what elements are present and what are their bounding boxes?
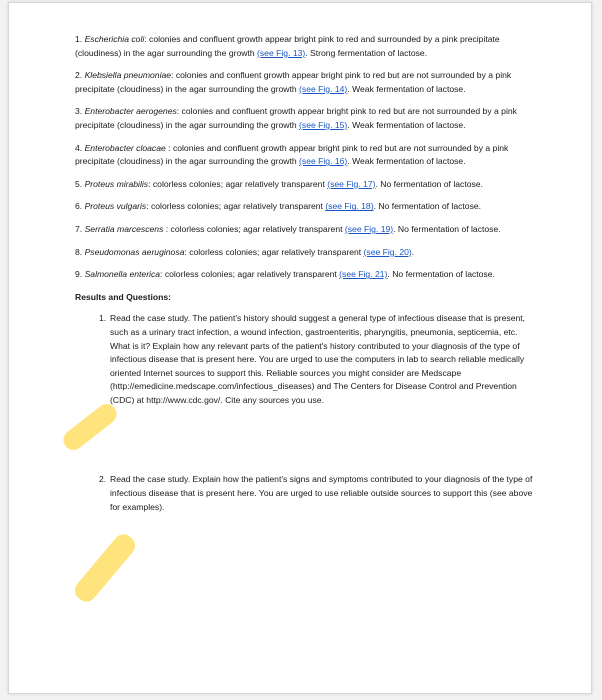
figure-link[interactable]: (see Fig. 21) (339, 269, 388, 280)
species-fermentation: . Weak fermentation of lactose. (347, 119, 466, 130)
question-number: 2. (99, 474, 107, 485)
species-item (75, 200, 535, 214)
species-description: : colorless colonies; agar relatively transparent (160, 269, 340, 280)
species-fermentation: . Weak fermentation of lactose. (347, 83, 466, 94)
species-item (75, 268, 535, 282)
figure-link[interactable]: (see Fig. 17) (327, 178, 376, 189)
species-name: Proteus vulgaris (84, 201, 147, 212)
species-number: 6. (75, 201, 83, 212)
species-description: : colonies and confluent growth appear bright pink to red but are not surrounded by a pink precipitate (cloudiness) in the agar surrounding the growth (75, 142, 509, 167)
document-page (8, 2, 592, 694)
species-name: Serratia marcescens (84, 223, 164, 234)
species-list (75, 33, 535, 282)
species-description: : colorless colonies; agar relatively transparent (146, 201, 326, 212)
question-number: 1. (99, 313, 107, 324)
species-name: Enterobacter aerogenes (84, 106, 177, 117)
species-number: 4. (75, 142, 83, 153)
figure-link[interactable]: (see Fig. 13) (257, 47, 306, 58)
document-content (75, 33, 535, 514)
species-fermentation: . No fermentation of lactose. (373, 201, 482, 212)
species-name: Escherichia coli (84, 34, 145, 44)
species-item (75, 178, 535, 192)
species-item (75, 33, 535, 60)
species-fermentation: . (411, 246, 415, 257)
species-fermentation: . No fermentation of lactose. (387, 269, 495, 280)
species-number: 2. (75, 70, 83, 81)
species-number: 5. (75, 178, 83, 189)
species-item (75, 246, 535, 260)
species-name: Proteus mirabilis (84, 178, 149, 189)
question-text: Read the case study. The patient's history should suggest a general type of infectious disease that is present, such as a urinary tract infection, a wound infection, gastroenteritis, pharyngitis, pneumonia, septicemia, etc. What is it? Explain how any relevant parts of the patient's history contributed to your diagnosis of the type of infectious disease that is present here. You are urged to use the computers in lab to search reliable medically oriented Internet sources to support this. Reliable sources you might consider are Medscape (http://emedicine.medscape.com/infectious_diseases) and The Centers for Disease Control and Prevention (CDC) at http://www.cdc.gov/. Cite any sources you use. (110, 313, 526, 405)
question-text: Read the case study. Explain how the patient's signs and symptoms contributed to your diagnosis of the type of infectious disease that is present here. You are urged to use reliable outside sources to support this (see above for examples). (110, 474, 533, 512)
species-fermentation: . No fermentation of lactose. (393, 223, 501, 234)
species-number: 9. (75, 269, 83, 280)
figure-link[interactable]: (see Fig. 15) (299, 119, 348, 130)
figure-link[interactable]: (see Fig. 16) (299, 156, 348, 167)
species-description: : colorless colonies; agar relatively transparent (148, 178, 328, 189)
question-item (75, 473, 535, 514)
figure-link[interactable]: (see Fig. 19) (344, 223, 394, 234)
species-name: Pseudomonas aeruginosa (84, 246, 185, 257)
results-heading: Results and Questions: (75, 291, 171, 302)
figure-link[interactable]: (see Fig. 14) (299, 83, 348, 94)
species-item (75, 69, 535, 96)
species-number: 8. (75, 246, 83, 257)
species-fermentation: . No fermentation of lactose. (375, 178, 483, 189)
species-description: : colonies and confluent growth appear bright pink to red but are not surrounded by a pink precipitate (cloudiness) in the agar surrounding the growth (75, 70, 512, 94)
species-number: 7. (75, 223, 83, 234)
species-fermentation: . Weak fermentation of lactose. (347, 156, 466, 167)
questions-list (75, 312, 535, 514)
species-item (75, 105, 535, 132)
figure-link[interactable]: (see Fig. 18) (325, 201, 374, 212)
species-description: : colonies and confluent growth appear bright pink to red and surrounded by a pink precipitate (cloudiness) in the agar surrounding the growth (75, 34, 500, 58)
species-name: Klebsiella pneumoniae (84, 70, 172, 81)
species-description: : colorless colonies; agar relatively transparent (184, 246, 364, 257)
question-item (75, 312, 535, 407)
species-fermentation: . Strong fermentation of lactose. (305, 47, 428, 58)
highlighter-mark (71, 530, 139, 605)
species-number: 3. (75, 106, 83, 117)
species-description: : colonies and confluent growth appear bright pink to red but are not surrounded by a pink precipitate (cloudiness) in the agar surrounding the growth (75, 106, 517, 130)
species-item (75, 142, 535, 169)
species-number: 1. (75, 34, 83, 44)
figure-link[interactable]: (see Fig. 20) (363, 246, 412, 257)
species-description: : colorless colonies; agar relatively transparent (163, 223, 345, 234)
species-name: Salmonella enterica (84, 269, 161, 280)
species-item (75, 223, 535, 237)
species-name: Enterobacter cloacae (84, 142, 166, 153)
